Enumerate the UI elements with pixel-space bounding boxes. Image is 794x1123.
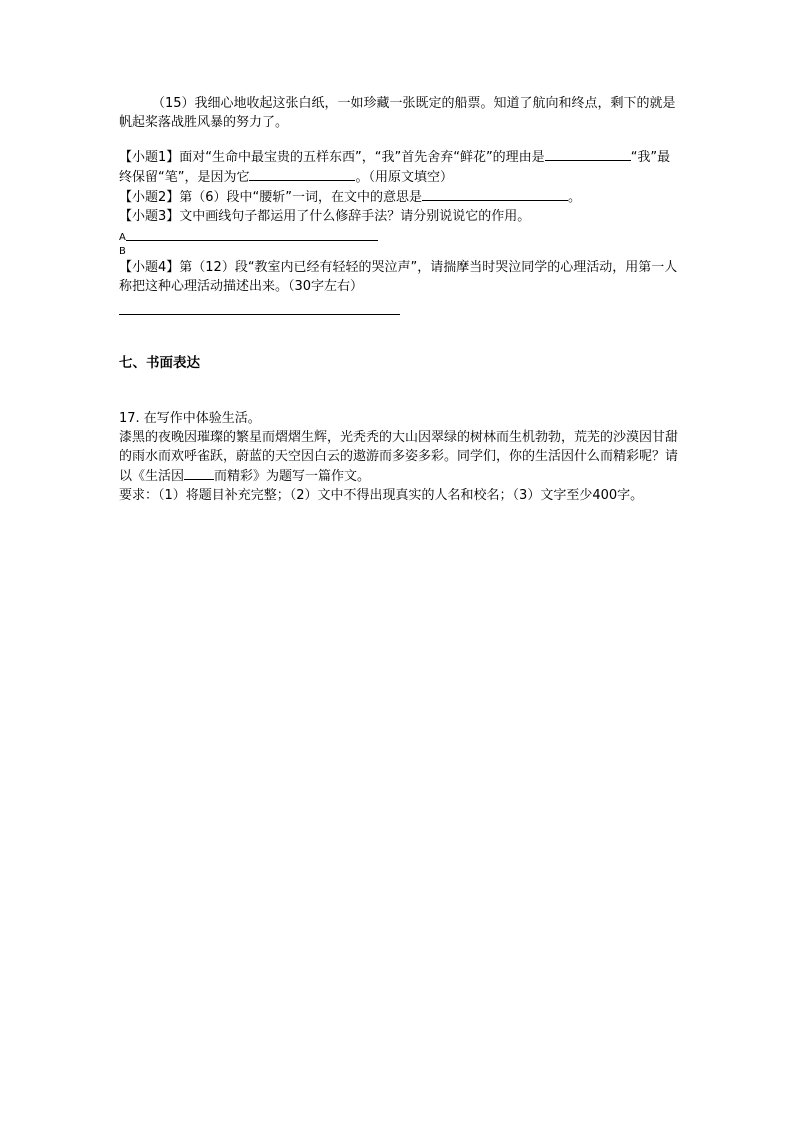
answer-line-q4[interactable] xyxy=(119,296,679,318)
question-1-blank-1[interactable] xyxy=(545,147,631,161)
answer-line-a[interactable] xyxy=(119,226,679,244)
answer-label-b: B xyxy=(119,246,126,257)
essay-title-blank[interactable] xyxy=(184,466,214,480)
question-1-prefix: 【小题1】面对“生命中最宝贵的五样东西”，“我”首先舍弃“鲜花”的理由是 xyxy=(119,150,545,165)
question-2-blank[interactable] xyxy=(422,187,568,201)
question-2 xyxy=(119,187,679,207)
section-heading: 七、书面表达 xyxy=(119,355,200,371)
question-3: 【小题3】文中画线句子都运用了什么修辞手法？请分别说说它的作用。 xyxy=(119,209,531,224)
essay-prompt xyxy=(119,409,679,505)
answer-rule-q4 xyxy=(119,314,400,315)
essay-body xyxy=(119,428,679,486)
paragraph-15: （15）我细心地收起这张白纸，一如珍藏一张既定的船票。知道了航向和终点，剩下的就是帆起桨落战胜风暴的努力了。 xyxy=(119,96,676,130)
essay-body-part-1: 漆黑的夜晚因璀璨的繁星而熠熠生辉，光秃秃的大山因翠绿的树林而生机勃勃，荒芜的沙漠因甘甜的雨水而欢呼雀跃，蔚蓝的天空因白云的遨游而多姿多彩。同学们，你的生活因什么而精彩呢？请以《生活因 xyxy=(119,430,679,484)
question-1-middle: “我”最终保留“笔”，是因为它 xyxy=(119,150,671,185)
question-1 xyxy=(119,147,679,187)
spacer xyxy=(119,132,679,147)
question-2-prefix: 【小题2】第（6）段中“腰斩”一词，在文中的意思是 xyxy=(119,190,423,205)
question-1-suffix: 。（用原文填空） xyxy=(355,170,453,185)
answer-label-a: A xyxy=(119,232,126,243)
essay-requirements: 要求：（1）将题目补充完整；（2）文中不得出现真实的人名和校名；（3）文字至少400字。 xyxy=(119,488,644,503)
answer-line-b[interactable] xyxy=(119,244,679,258)
document-page xyxy=(119,94,679,505)
essay-body-part-2: 而精彩》为题写一篇作文。 xyxy=(214,469,371,484)
answer-rule-a xyxy=(126,240,378,241)
question-4: 【小题4】第（12）段“教室内已经有轻轻的哭泣声”，请揣摩当时哭泣同学的心理活动，用第一人称把这种心理活动描述出来。（30字左右） xyxy=(119,260,678,294)
essay-title: 17. 在写作中体验生活。 xyxy=(119,411,261,426)
question-1-blank-2[interactable] xyxy=(249,167,355,181)
question-2-suffix: 。 xyxy=(568,190,582,205)
